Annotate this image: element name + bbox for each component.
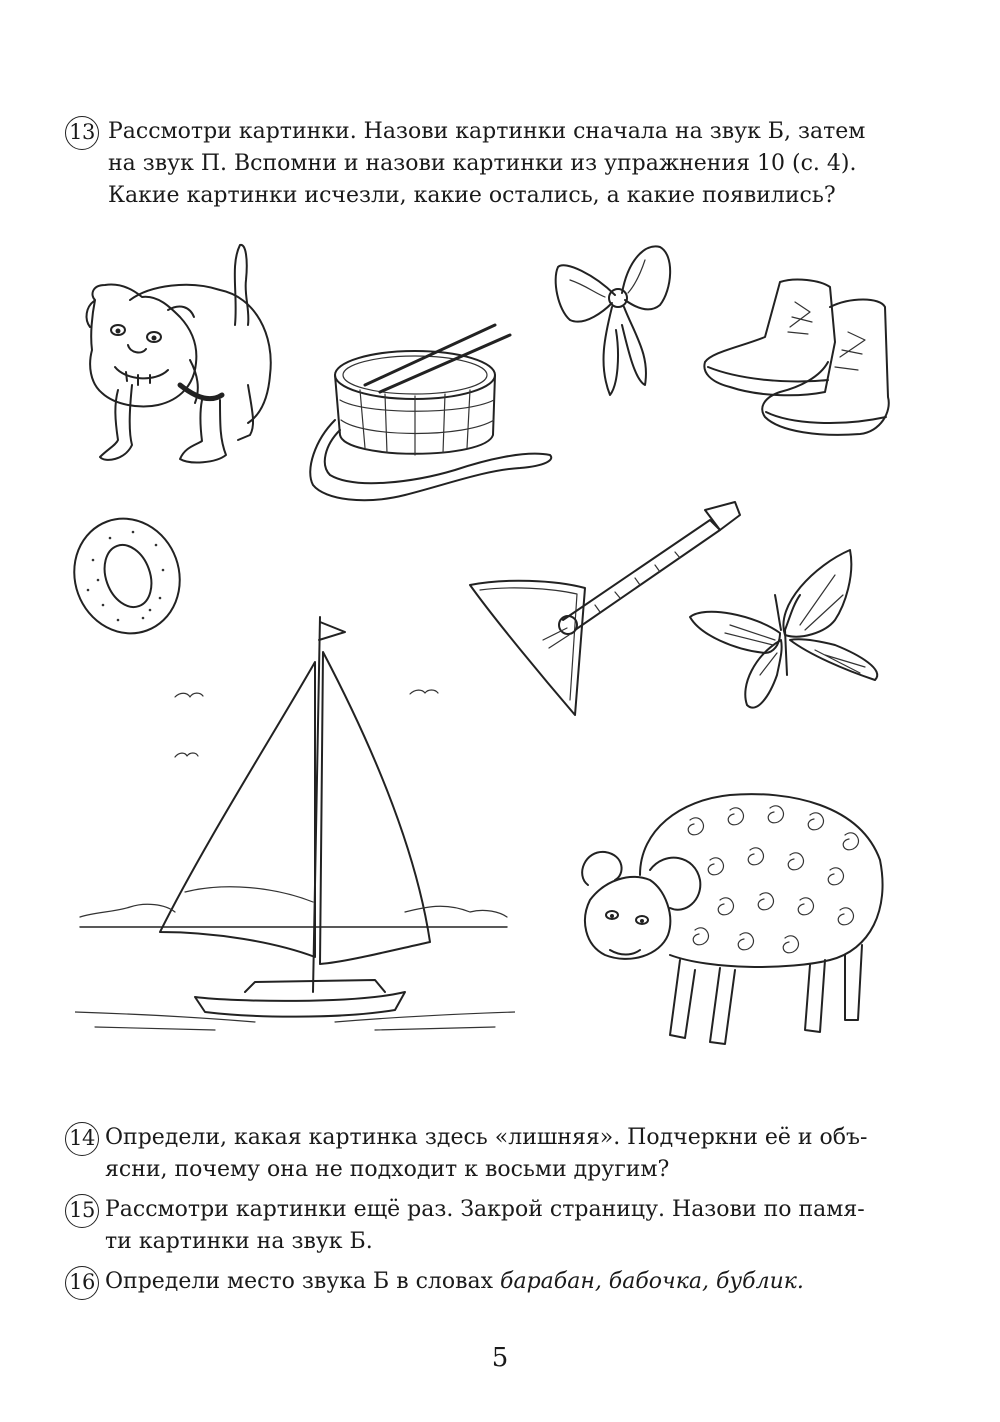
page-number: 5 [491,1343,509,1373]
sailboat-picture [75,612,515,1042]
exercise-number-13: 13 [65,116,99,150]
exercise-14-line-2: ясни, почему она не подходит к восьми другим? [105,1157,670,1182]
exercise-number-14: 14 [65,1122,99,1156]
exercise-16-line [105,1268,804,1296]
exercise-13-line-2: на звук П. Вспомни и назови картинки из упражнения 10 (с. 4). [108,151,857,176]
butterfly-picture [685,545,895,745]
exercise-number-16: 16 [65,1266,99,1300]
exercise-13-line-1: Рассмотри картинки. Назови картинки сначала на звук Б, затем [108,119,866,144]
exercise-14-line-1: Определи, какая картинка здесь «лишняя». Подчеркни её и объ- [105,1125,868,1150]
exercise-15-line-1: Рассмотри картинки ещё раз. Закрой страницу. Назови по памя- [105,1197,865,1222]
exercise-16-text: Определи место звука Б в словах [105,1269,494,1294]
boots-picture [700,272,895,457]
ram-picture [570,780,890,1055]
exercise-15-line-2: ти картинки на звук Б. [105,1229,373,1254]
exercise-13-line-3: Какие картинки исчезли, какие остались, а какие появились? [108,183,836,208]
bow-picture [550,235,680,425]
exercise-16-words: барабан, бабочка, бублик. [500,1269,804,1294]
exercise-number-15: 15 [65,1194,99,1228]
bulldog-picture [70,235,290,480]
